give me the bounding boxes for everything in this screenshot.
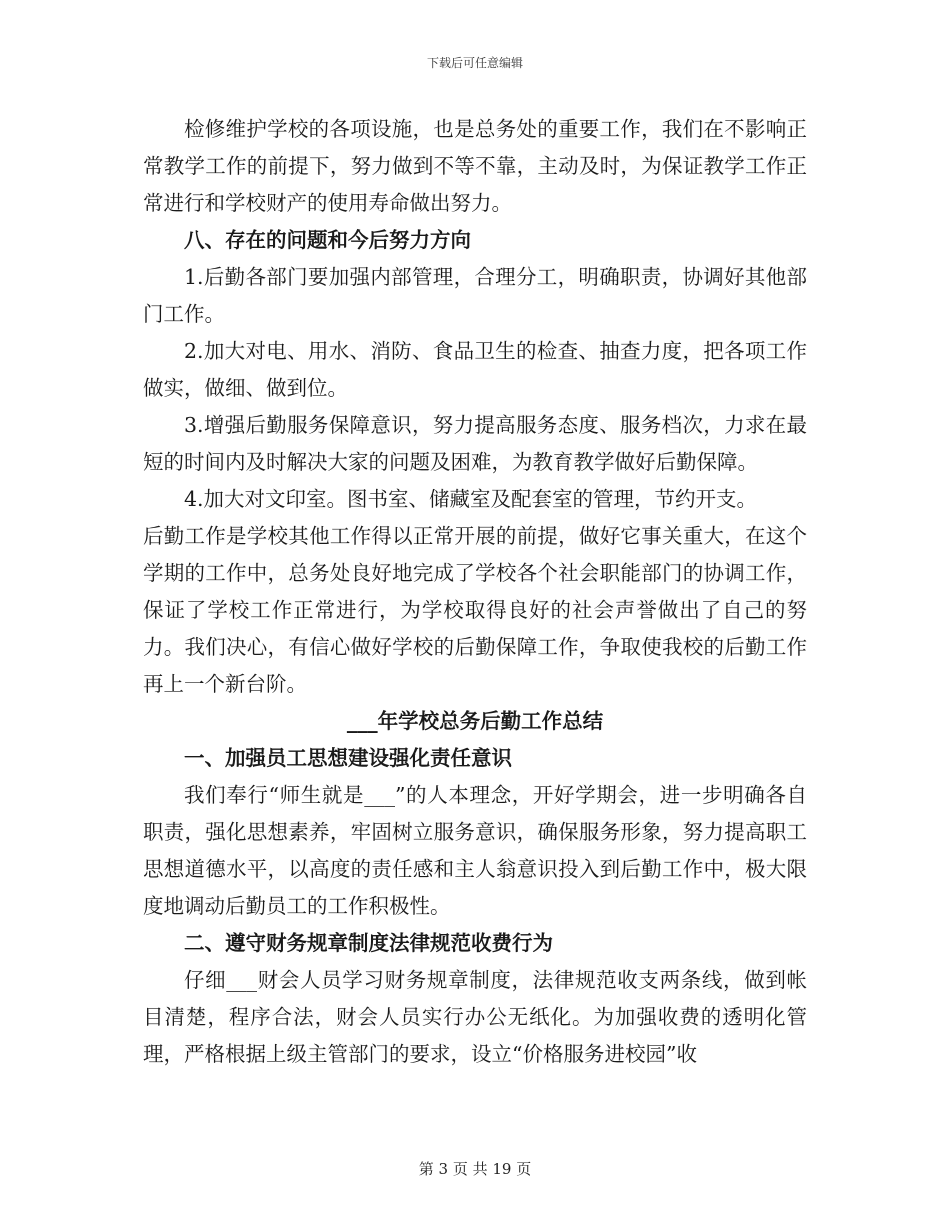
page-header: 下载后可任意编辑 xyxy=(426,56,523,70)
document-title: ___年学校总务后勤工作总结 xyxy=(346,709,604,733)
heading-section-8: 八、存在的问题和今后努力方向 xyxy=(184,228,471,252)
list-item-3: 3.增强后勤服务保障意识，努力提高服务态度、服务档次，力求在最短的时间内及时解决大家的问题及困难，为教育教学做好后勤保障。 xyxy=(143,413,807,474)
paragraph-section-2: 仔细___财会人员学习财务规章制度，法律规范收支两条线，做到帐目清楚，程序合法，财会人员实行办公无纸化。为加强收费的透明化管理，严格根据上级主管部门的要求，设立“价格服务进校园”收 xyxy=(143,968,807,1066)
list-item-2: 2.加大对电、用水、消防、食品卫生的检查、抽查力度，把各项工作做实，做细、做到位。 xyxy=(143,339,807,400)
paragraph-conclusion: 后勤工作是学校其他工作得以正常开展的前提，做好它事关重大，在这个学期的工作中，总务处良好地完成了学校各个社会职能部门的协调工作，保证了学校工作正常进行，为学校取得良好的社会声誉做出了自己的努力。我们决心，有信心做好学校的后勤保障工作，争取使我校的后勤工作再上一个新台阶。 xyxy=(143,524,807,696)
page-number: 第 3 页 共 19 页 xyxy=(418,1160,532,1178)
list-item-1: 1.后勤各部门要加强内部管理，合理分工，明确职责，协调好其他部门工作。 xyxy=(143,265,807,326)
paragraph-maintenance: 检修维护学校的各项设施，也是总务处的重要工作，我们在不影响正常教学工作的前提下，努力做到不等不靠，主动及时，为保证教学工作正常进行和学校财产的使用寿命做出努力。 xyxy=(143,117,807,215)
heading-section-1: 一、加强员工思想建设强化责任意识 xyxy=(184,746,512,770)
list-item-4: 4.加大对文印室。图书室、储藏室及配套室的管理，节约开支。 xyxy=(184,487,758,511)
paragraph-section-1: 我们奉行“师生就是___”的人本理念，开好学期会，进一步明确各自职责，强化思想素养，牢固树立服务意识，确保服务形象，努力提高职工思想道德水平，以高度的责任感和主人翁意识投入到后勤工作中，极大限度地调动后勤员工的工作积极性。 xyxy=(143,783,807,918)
heading-section-2: 二、遵守财务规章制度法律规范收费行为 xyxy=(184,931,553,955)
document-body xyxy=(143,111,807,1073)
